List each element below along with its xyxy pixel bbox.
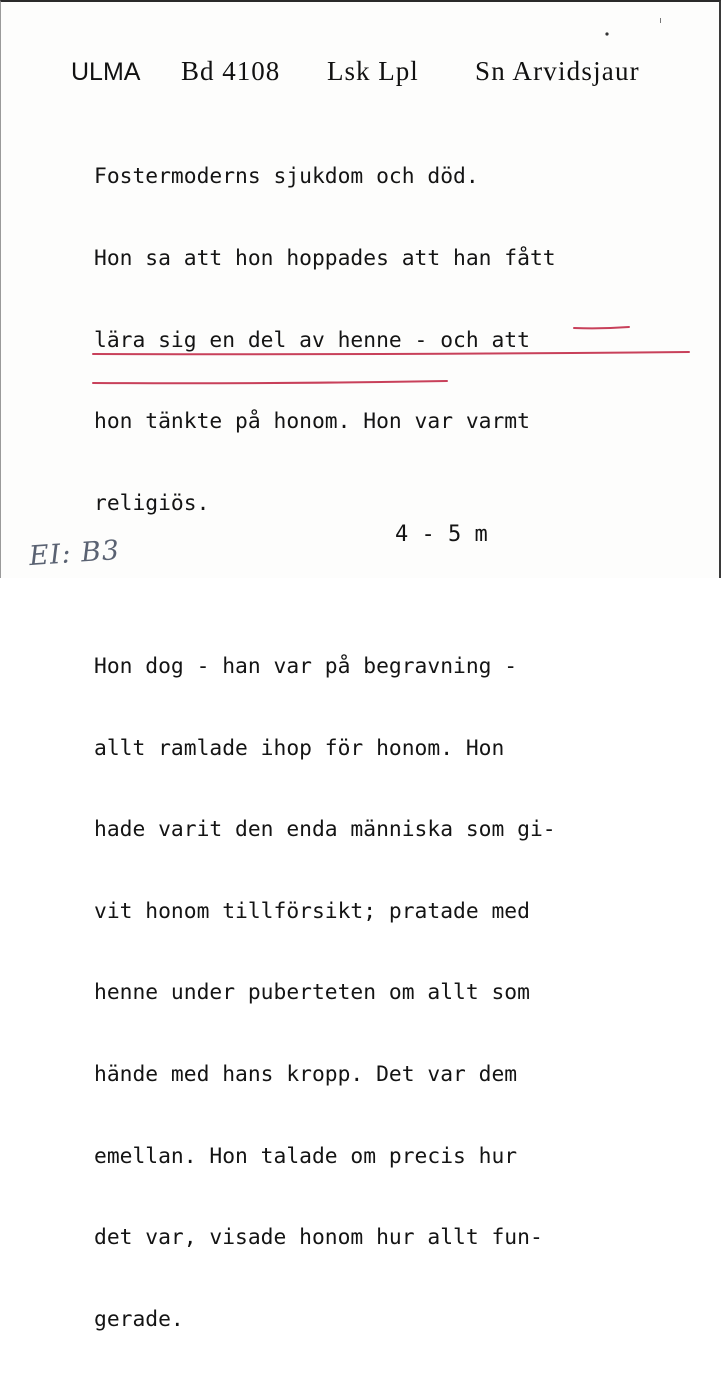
text-line: allt ramlade ihop för honom. Hon [94,735,505,761]
handwritten-note: EI: B3 [28,534,122,573]
volume-number: Bd 4108 [181,56,281,86]
parish-name: Sn Arvidsjaur [475,56,640,86]
text-line: det var, visade honom hur allt fun- [94,1225,543,1251]
text-line: religiös. [94,490,210,516]
text-line: hände med hans kropp. Det var dem [94,1061,518,1087]
text-line: Hon dog - han var på begravning - [94,653,518,679]
text-line: hon tänkte på honom. Hon var varmt [94,409,530,435]
text-line: Fostermoderns sjukdom och död. [94,164,479,190]
text-line: emellan. Hon talade om precis hur [94,1143,518,1169]
archive-code: ULMA [71,58,141,86]
ink-speck [605,32,608,35]
text-line: lära sig en del av henne - och att [94,327,530,353]
text-line: hade varit den enda människa som gi- [94,817,556,843]
underline-mark [93,352,689,354]
text-line: Hon sa att hon hoppades att han fått [94,246,556,271]
red-underline-marks [1,2,722,580]
underline-mark [574,327,629,328]
underline-mark [93,381,447,383]
text-line: gerade. [94,1306,184,1332]
text-line: henne under puberteten om allt som [94,980,530,1006]
ink-speck [660,18,661,23]
text-line: vit honom tillförsikt; pratade med [94,898,530,924]
page-count: 4 - 5 m [395,522,488,547]
region-code: Lsk Lpl [327,56,419,86]
